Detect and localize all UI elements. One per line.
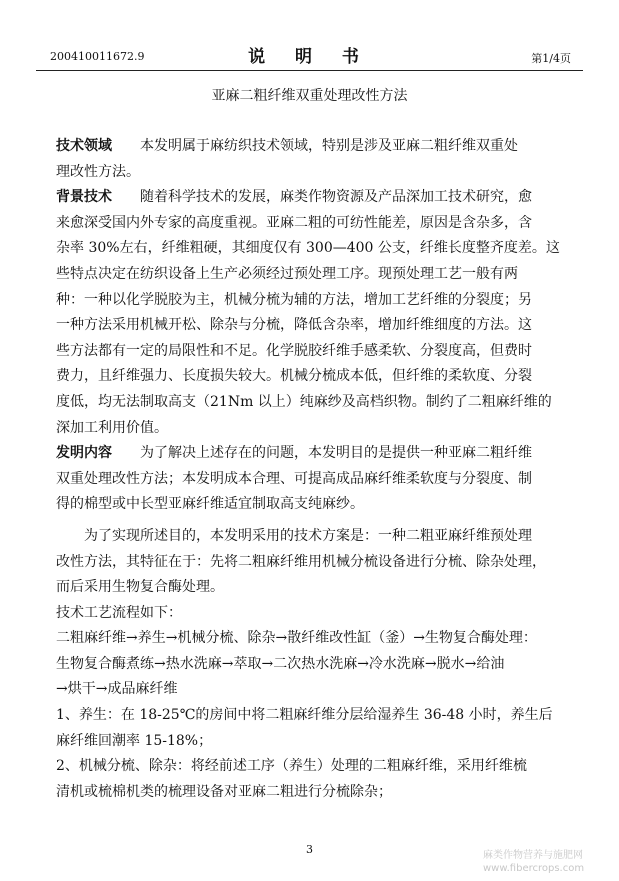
text-line: 些特点决定在纺织设备上生产必须经过预处理工序。现预处理工艺一般有两 [56,265,518,282]
text-line: 改性方法，其特征在于：先将二粗麻纤维用机械分梳设备进行分梳、除杂处理， [56,553,546,570]
text-line: 二粗麻纤维→养生→机械分梳、除杂→散纤维改性缸（釜）→生物复合酶处理： [56,630,537,647]
text-line: 生物复合酶煮练→热水洗麻→萃取→二次热水洗麻→冷水洗麻→脱水→给油 [56,655,505,672]
page-info: 第1/4页 [531,52,571,65]
page-number: 3 [306,843,313,856]
text-line: 1、养生：在 18-25℃的房间中将二粗麻纤维分层给湿养生 36-48 小时，养生后 [56,707,553,724]
text-line: 一种方法采用机械开松、除杂与分梳，降低含杂率，增加纤维细度的方法。这 [56,317,532,334]
text-line: 杂率 30%左右，纤维粗硬，其细度仅有 300—400 公支，纤维长度整齐度差。这 [56,240,560,257]
section-label-invention: 发明内容 [56,445,112,462]
text-line: 技术工艺流程如下： [56,604,182,621]
text-line: 2、机械分梳、除杂：将经前述工序（养生）处理的二粗麻纤维，采用纤维梳 [56,758,527,775]
text-line: 为了实现所述目的，本发明采用的技术方案是：一种二粗亚麻纤维预处理 [84,527,532,544]
text-line: 种：一种以化学脱胶为主，机械分梳为辅的方法，增加工艺纤维的分裂度；另 [56,291,532,308]
text-line: 度低，均无法制取高支（21Nm 以上）纯麻纱及高档织物。制约了二粗麻纤维的 [56,393,552,410]
text-line: 技术领域 本发明属于麻纺织技术领域，特别是涉及亚麻二粗纤维双重处 [56,138,518,154]
doc-type-title: 说 明 书 [248,47,371,67]
text-line: 得的棉型或中长型亚麻纤维适宜制取高支纯麻纱。 [56,496,364,513]
text-line: 发明内容 为了解决上述存在的问题，本发明目的是提供一种亚麻二粗纤维 [56,445,532,462]
doc-number: 200410011672.9 [50,50,145,63]
text-line: 清机或梳棉机类的梳理设备对亚麻二粗进行分梳除杂； [56,783,392,800]
text-line: 背景技术 随着科学技术的发展，麻类作物资源及产品深加工技术研究，愈 [56,189,532,206]
document-title: 亚麻二粗纤维双重处理改性方法 [211,88,408,104]
text-line: 深加工利用价值。 [56,419,168,436]
watermark: 麻类作物营养与施肥网 www.fibercrops.com [483,850,585,874]
text-line: 些方法都有一定的局限性和不足。化学脱胶纤维手感柔软、分裂度高，但费时 [56,342,532,359]
text-line: 费力，且纤维强力、长度损失较大。机械分梳成本低，但纤维的柔软度、分裂 [56,368,532,385]
page-header [36,38,583,68]
text-line: →烘干→成品麻纤维 [56,681,178,698]
section-label-tech-field: 技术领域 [56,138,112,154]
header-rule [36,70,583,71]
text-line: 理改性方法。 [56,163,140,180]
text-line: 来愈深受国内外专家的高度重视。亚麻二粗的可纺性能差，原因是含杂多，含 [56,214,532,231]
document-body [56,134,566,805]
text-line: 麻纤维回潮率 15-18%； [56,732,213,749]
section-label-background: 背景技术 [56,189,112,206]
text-line: 而后采用生物复合酶处理。 [56,579,224,596]
text-line: 双重处理改性方法；本发明成本合理、可提高成品麻纤维柔软度与分裂度、制 [56,470,532,487]
